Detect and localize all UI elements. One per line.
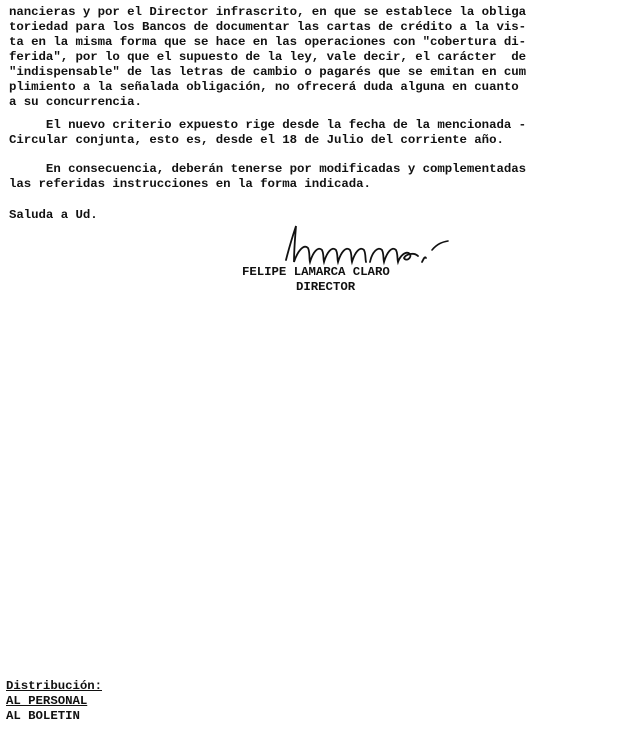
paragraph-1-line-1: nancieras y por el Director infrascrito, en que se establece la obliga <box>9 5 526 19</box>
distribution-heading: Distribución: <box>6 679 103 693</box>
paragraph-3-line-1: En consecuencia, deberán tenerse por modificadas y complementadas <box>9 162 526 176</box>
closing-salutation: Saluda a Ud. <box>9 208 98 222</box>
paragraph-1-line-3: ta en la misma forma que se hace en las operaciones con "cobertura di- <box>9 35 526 49</box>
distribution-item: AL BOLETIN <box>6 709 80 723</box>
paragraph-1-line-6: plimiento a la señalada obligación, no ofrecerá duda alguna en cuanto <box>9 80 519 94</box>
paragraph-2-line-1: El nuevo criterio expuesto rige desde la fecha de la mencionada - <box>9 118 526 132</box>
paragraph-2-line-2: Circular conjunta, esto es, desde el 18 de Julio del corriente año. <box>9 133 504 147</box>
paragraph-1-line-2: toriedad para los Bancos de documentar las cartas de crédito a la vis- <box>9 20 526 34</box>
paragraph-3-line-2: las referidas instrucciones en la forma indicada. <box>9 177 371 191</box>
signer-name: FELIPE LAMARCA CLARO <box>242 265 390 279</box>
distribution-item: AL PERSONAL <box>6 694 88 708</box>
paragraph-1-line-4: ferida", por lo que el supuesto de la ley, vale decir, el carácter de <box>9 50 526 64</box>
paragraph-1-line-5: "indispensable" de las letras de cambio o pagarés que se emitan en cum <box>9 65 526 79</box>
signer-title: DIRECTOR <box>296 280 356 294</box>
paragraph-1-line-7: a su concurrencia. <box>9 95 142 109</box>
